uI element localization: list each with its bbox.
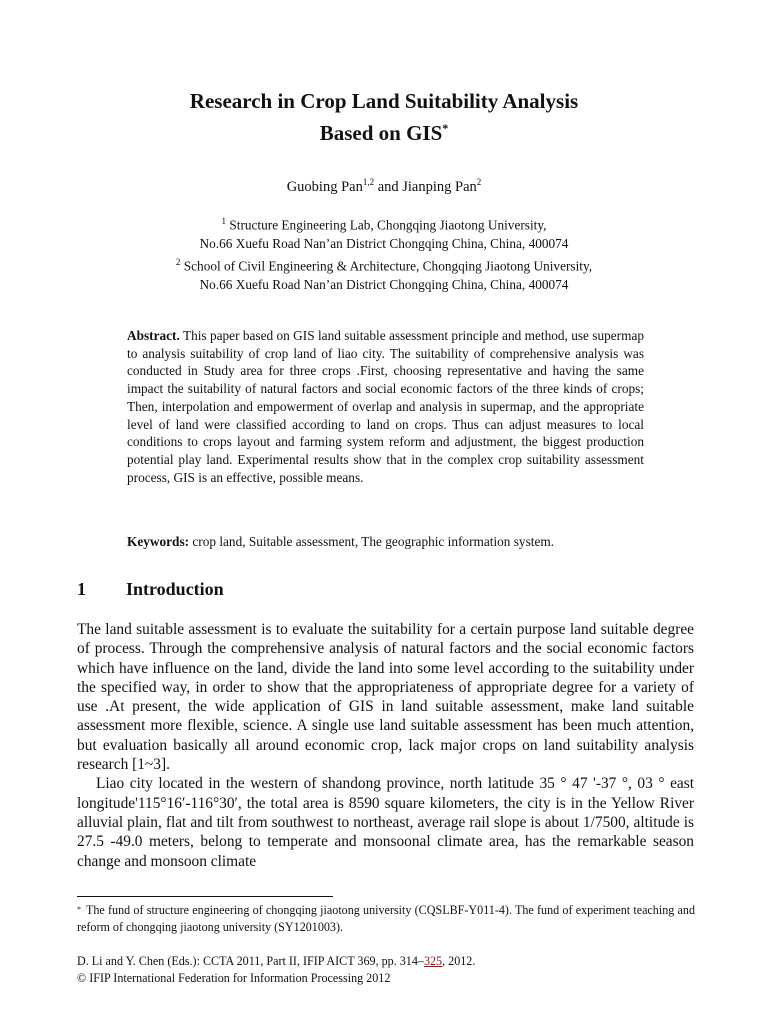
affiliation-2-line-1 — [0, 253, 768, 276]
keywords — [127, 533, 657, 551]
affiliation-2-name: School of Civil Engineering & Architecture, Chongqing Jiaotong University, — [183, 258, 593, 274]
footnote-text: The fund of structure engineering of chongqing jiaotong university (CQSLBF-Y011-4). The fund of experiment teaching and reform of chongqing jiaotong university (SY1201003). — [77, 903, 695, 934]
author-2: Jianping Pan — [402, 178, 477, 195]
citation-prefix: D. Li and Y. Chen (Eds.): CCTA 2011, Part II, IFIP AICT 369, pp. 314– — [77, 954, 424, 968]
affiliations — [0, 212, 768, 295]
affiliation-1-mark: 1 — [221, 216, 227, 226]
affiliation-1-address: No.66 Xuefu Road Nan’an District Chongqing China, China, 400074 — [199, 235, 569, 251]
title-line-2-text: Based on GIS — [319, 121, 443, 145]
paragraph-1: The land suitable assessment is to evaluate the suitability for a certain purpose land suitable degree of process. Through the comprehensive analysis of natural factors and the social economic factors which have influence on the land, divide the land into some level according to the suitability under the specified way, in order to show that the appropriateness of appropriate degree for a variety of use .At present, the wide application of GIS in land suitable assessment, make land suitable assessment more flexible, science. A single use land suitable assessment has been much attention, but evaluation basically all around economic crop, lack major crops on land suitability analysis research [1~3]. — [77, 621, 694, 774]
affiliation-1-name: Structure Engineering Lab, Chongqing Jiaotong University, — [229, 217, 547, 233]
footnote — [77, 902, 695, 935]
citation-block — [77, 953, 695, 987]
author-2-affiliation: 2 — [476, 177, 482, 187]
abstract-text: This paper based on GIS land suitable assessment principle and method, use supermap to analysis suitability of crop land of liao city. The suitability of comprehensive analysis was conducted in Study area for three crops .First, choosing representative and having the same impact the suitability of natural factors and social economic factors of the three kinds of crops; Then, interpolation and empowerment of overlap and analysis in supermap, and the appropriate level of land were classified according to land on crops. Thus can adjust measures to local conditions to crops layout and farming system reform and adjustment, the biggest production potential play land. Experimental results show that in the complex crop suitability assessment process, GIS is an effective, possible means. — [127, 328, 644, 485]
keywords-text: crop land, Suitable assessment, The geographic information system. — [192, 534, 555, 549]
section-title: Introduction — [126, 579, 224, 599]
author-separator: and — [374, 178, 403, 195]
footnote-mark: * — [77, 905, 81, 914]
author-1-affiliation: 1,2 — [362, 177, 375, 187]
footnote-divider — [77, 896, 333, 897]
body-text — [77, 620, 694, 871]
author-1: Guobing Pan — [286, 178, 363, 195]
affiliation-2-address: No.66 Xuefu Road Nan’an District Chongqing China, China, 400074 — [199, 277, 569, 293]
abstract — [127, 327, 644, 486]
paper-title — [0, 88, 768, 147]
page-link[interactable]: 325 — [423, 954, 443, 968]
affiliation-1-line-1 — [0, 212, 768, 235]
keywords-label: Keywords: — [127, 534, 190, 549]
copyright-line: © IFIP International Federation for Information Processing 2012 — [77, 971, 391, 985]
author-list — [0, 177, 768, 196]
title-line-2 — [0, 115, 768, 147]
title-footnote-mark[interactable]: * — [442, 121, 449, 135]
section-number: 1 — [77, 579, 86, 599]
affiliation-2-mark: 2 — [175, 257, 181, 268]
title-line-1: Research in Crop Land Suitability Analysis — [189, 89, 579, 113]
citation-line — [77, 953, 695, 970]
paragraph-2: Liao city located in the western of shandong province, north latitude 35 ° 47 '-37 °, 03 ° east longitude'115°16′-116°30′, the total area is 8590 square kilometers, the city is in the Yellow River alluvial plain, flat and tilt from southwest to northeast, average rail slope is about 1/7500, altitude is 27.5 -49.0 meters, belong to temperate and monsoonal climate area, has the remarkable season change and monsoon climate — [77, 775, 694, 870]
citation-suffix: , 2012. — [442, 954, 476, 968]
section-heading — [77, 579, 224, 600]
abstract-label: Abstract. — [127, 328, 180, 343]
